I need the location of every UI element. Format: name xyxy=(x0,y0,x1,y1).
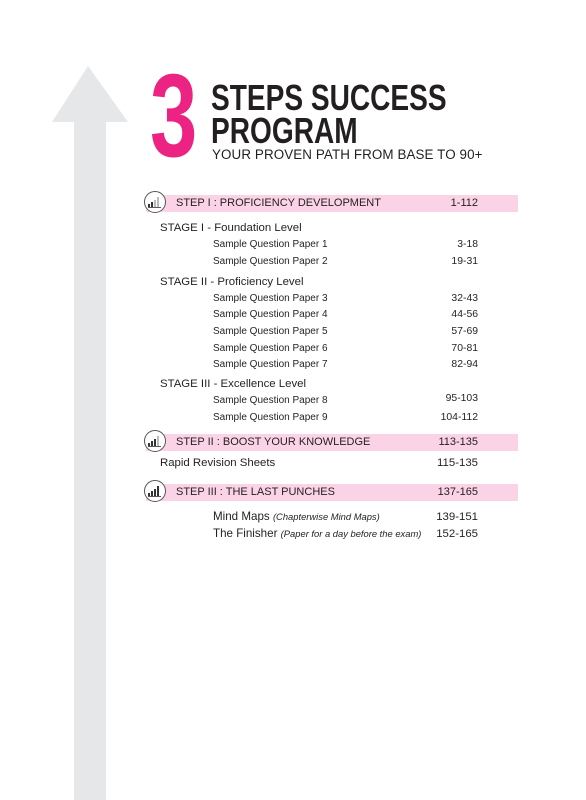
item-finisher-note: (Paper for a day before the exam) xyxy=(280,528,422,539)
item-finisher xyxy=(213,527,421,541)
step-1-pages: 1-112 xyxy=(450,197,478,209)
paper-9-pages: 104-112 xyxy=(440,412,478,423)
step-1-bar xyxy=(146,195,518,212)
paper-7-name: Sample Question Paper 7 xyxy=(213,359,328,370)
signal-bars-icon xyxy=(144,191,166,213)
item-rapid-revision-name: Rapid Revision Sheets xyxy=(160,457,276,469)
paper-2-name: Sample Question Paper 2 xyxy=(213,256,328,267)
paper-3-name: Sample Question Paper 3 xyxy=(213,293,328,304)
paper-2-pages: 19-31 xyxy=(451,256,478,267)
item-rapid-revision-pages: 115-135 xyxy=(437,457,478,469)
paper-1-name: Sample Question Paper 1 xyxy=(213,239,328,250)
paper-3-pages: 32-43 xyxy=(451,293,478,304)
step-3-label: STEP III : THE LAST PUNCHES xyxy=(176,486,335,498)
paper-5-pages: 57-69 xyxy=(451,326,478,337)
item-finisher-pages: 152-165 xyxy=(436,528,478,540)
item-mind-maps-note: (Chapterwise Mind Maps) xyxy=(272,511,380,522)
step-3-pages: 137-165 xyxy=(437,486,478,498)
paper-4-name: Sample Question Paper 4 xyxy=(213,309,328,320)
subtitle: YOUR PROVEN PATH FROM BASE TO 90+ xyxy=(212,147,483,162)
paper-7-pages: 82-94 xyxy=(451,359,478,370)
paper-8-name: Sample Question Paper 8 xyxy=(213,395,328,406)
paper-9-name: Sample Question Paper 9 xyxy=(213,412,328,423)
item-mind-maps xyxy=(213,510,380,524)
paper-8-pages: 95-103 xyxy=(445,393,478,404)
paper-1-pages: 3-18 xyxy=(457,239,478,250)
paper-6-name: Sample Question Paper 6 xyxy=(213,343,328,354)
item-mind-maps-pages: 139-151 xyxy=(436,511,478,523)
signal-bars-icon xyxy=(144,430,166,452)
big-number-3: 3 xyxy=(150,50,196,182)
paper-6-pages: 70-81 xyxy=(451,343,478,354)
title-line-1: STEPS SUCCESS xyxy=(211,77,447,118)
title-line-2: PROGRAM xyxy=(211,110,358,151)
item-finisher-name: The Finisher xyxy=(213,527,278,540)
signal-bars-icon xyxy=(144,480,166,502)
step-2-pages: 113-135 xyxy=(438,436,478,448)
item-mind-maps-name: Mind Maps xyxy=(213,510,270,523)
paper-4-pages: 44-56 xyxy=(451,309,478,320)
step-3-bar xyxy=(146,484,518,501)
up-arrow-icon xyxy=(0,0,140,800)
step-2-bar xyxy=(146,434,518,451)
stage-1-label: STAGE I - Foundation Level xyxy=(160,222,302,234)
paper-5-name: Sample Question Paper 5 xyxy=(213,326,328,337)
step-2-label: STEP II : BOOST YOUR KNOWLEDGE xyxy=(176,436,371,448)
step-1-label: STEP I : PROFICIENCY DEVELOPMENT xyxy=(176,197,381,209)
stage-2-label: STAGE II - Proficiency Level xyxy=(160,276,304,288)
stage-3-label: STAGE III - Excellence Level xyxy=(160,378,307,390)
